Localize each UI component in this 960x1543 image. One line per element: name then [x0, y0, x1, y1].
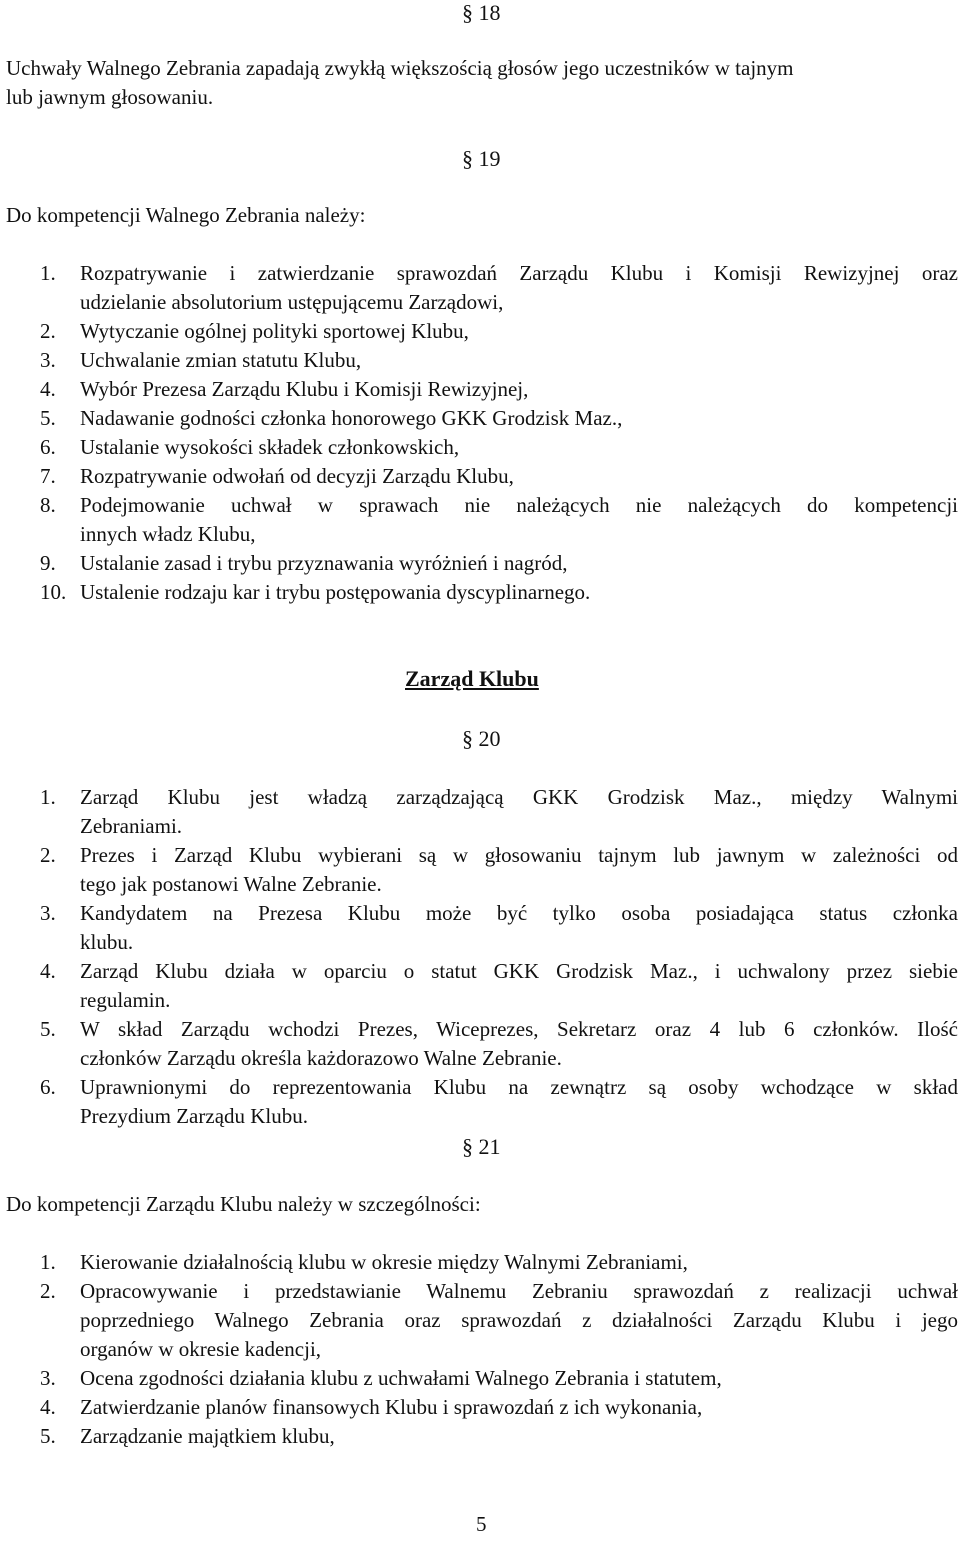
section-19-heading: § 19 [462, 146, 501, 171]
list-item-number: 5. [40, 1424, 56, 1448]
list-item-text-line: Zatwierdzanie planów finansowych Klubu i sprawozdań z ich wykonania, [80, 1395, 703, 1419]
list-item-text-line: Opracowywanie i przedstawianie Walnemu Zebraniu sprawozdań z realizacji uchwał [80, 1279, 958, 1303]
section-21-heading: § 21 [462, 1134, 501, 1159]
list-item-text-line: Podejmowanie uchwał w sprawach nie należących nie należących do kompetencji [80, 493, 958, 517]
list-item-text-line: członków Zarządu określa każdorazowo Walne Zebranie. [80, 1046, 562, 1070]
list-item-number: 1. [40, 261, 56, 285]
list-item-text-line: Rozpatrywanie odwołań od decyzji Zarządu Klubu, [80, 464, 514, 488]
list-item-text-line: W skład Zarządu wchodzi Prezes, Wiceprezes, Sekretarz oraz 4 lub 6 członków. Ilość [80, 1017, 958, 1041]
list-item-number: 3. [40, 901, 56, 925]
section-20-heading: § 20 [462, 726, 501, 751]
s18-text-line-1: Uchwały Walnego Zebrania zapadają zwykłą większością głosów jego uczestników w tajnym [6, 56, 794, 80]
list-item-number: 2. [40, 1279, 56, 1303]
list-item-number: 10. [40, 580, 67, 604]
zarzad-klubu-heading: Zarząd Klubu [405, 666, 539, 691]
list-item-number: 1. [40, 785, 56, 809]
list-item-text-line: Uchwalanie zmian statutu Klubu, [80, 348, 362, 372]
list-item-text-line: tego jak postanowi Walne Zebranie. [80, 872, 382, 896]
list-item-text-line: Prezydium Zarządu Klubu. [80, 1104, 309, 1128]
page-number: 5 [476, 1512, 487, 1536]
list-item-text-line: Zebraniami. [80, 814, 183, 838]
list-item-text-line: Uprawnionymi do reprezentowania Klubu na zewnątrz są osoby wchodzące w skład [80, 1075, 958, 1099]
list-item-number: 1. [40, 1250, 56, 1274]
list-item-number: 2. [40, 843, 56, 867]
list-item-text-line: Wybór Prezesa Zarządu Klubu i Komisji Rewizyjnej, [80, 377, 529, 401]
list-item-number: 9. [40, 551, 56, 575]
list-item-text-line: poprzedniego Walnego Zebrania oraz sprawozdań z działalności Zarządu Klubu i jego [80, 1308, 958, 1332]
list-item-text-line: Ustalanie zasad i trybu przyznawania wyróżnień i nagród, [80, 551, 568, 575]
list-item-number: 4. [40, 377, 56, 401]
section-18-heading: § 18 [462, 0, 501, 25]
list-item-text-line: Ocena zgodności działania klubu z uchwałami Walnego Zebrania i statutem, [80, 1366, 722, 1390]
list-item-text-line: Zarząd Klubu działa w oparciu o statut GKK Grodzisk Maz., i uchwalony przez siebie [80, 959, 958, 983]
s18-text-line-2: lub jawnym głosowaniu. [6, 85, 214, 109]
list-item-number: 3. [40, 1366, 56, 1390]
list-item-number: 6. [40, 1075, 56, 1099]
list-item-number: 7. [40, 464, 56, 488]
list-item-text-line: Wytyczanie ogólnej polityki sportowej Klubu, [80, 319, 469, 343]
list-item-text-line: organów w okresie kadencji, [80, 1337, 322, 1361]
list-item-text-line: udzielanie absolutorium ustępującemu Zarządowi, [80, 290, 504, 314]
list-item-text-line: regulamin. [80, 988, 171, 1012]
list-item-number: 8. [40, 493, 56, 517]
list-item-text-line: Kandydatem na Prezesa Klubu może być tylko osoba posiadająca status członka [80, 901, 958, 925]
list-item-number: 5. [40, 1017, 56, 1041]
list-item-number: 3. [40, 348, 56, 372]
list-item-text-line: Nadawanie godności członka honorowego GKK Grodzisk Maz., [80, 406, 623, 430]
list-item-text-line: klubu. [80, 930, 134, 954]
s19-intro: Do kompetencji Walnego Zebrania należy: [6, 203, 366, 227]
list-item-number: 2. [40, 319, 56, 343]
list-item-number: 4. [40, 959, 56, 983]
list-item-text-line: Zarządzanie majątkiem klubu, [80, 1424, 335, 1448]
list-item-text-line: Ustalenie rodzaju kar i trybu postępowania dyscyplinarnego. [80, 580, 591, 604]
list-item-text-line: Ustalanie wysokości składek członkowskich, [80, 435, 460, 459]
list-item-text-line: Rozpatrywanie i zatwierdzanie sprawozdań Zarządu Klubu i Komisji Rewizyjnej oraz [80, 261, 958, 285]
list-item-text-line: Prezes i Zarząd Klubu wybierani są w głosowaniu tajnym lub jawnym w zależności od [80, 843, 958, 867]
list-item-number: 5. [40, 406, 56, 430]
s21-intro: Do kompetencji Zarządu Klubu należy w szczególności: [6, 1192, 481, 1216]
list-item-text-line: Zarząd Klubu jest władzą zarządzającą GKK Grodzisk Maz., między Walnymi [80, 785, 958, 809]
list-item-number: 6. [40, 435, 56, 459]
list-item-number: 4. [40, 1395, 56, 1419]
list-item-text-line: innych władz Klubu, [80, 522, 256, 546]
list-item-text-line: Kierowanie działalnością klubu w okresie między Walnymi Zebraniami, [80, 1250, 688, 1274]
